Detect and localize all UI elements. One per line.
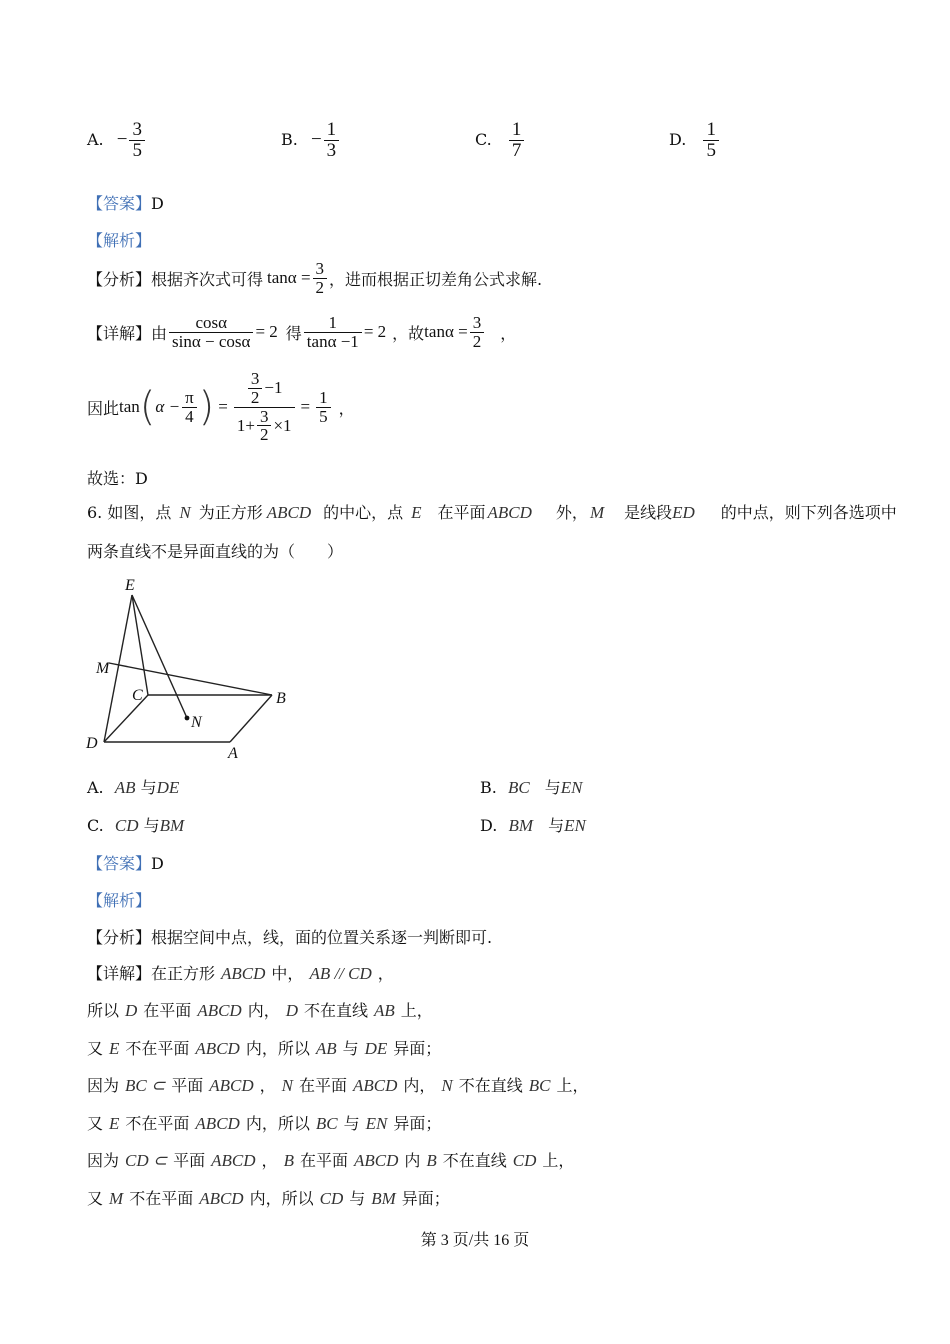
- detail-text: 异面；: [393, 1039, 442, 1058]
- denominator: tanα −1: [304, 332, 362, 351]
- option-label: D.: [669, 129, 687, 149]
- times-one: ×1: [273, 415, 292, 435]
- detail-line: [87, 1111, 441, 1134]
- q5-option-b: [281, 120, 341, 161]
- line-1: CD: [114, 816, 139, 835]
- label-b: B: [276, 690, 286, 707]
- detail-text: 与: [349, 1189, 366, 1208]
- math-term: E: [109, 1114, 120, 1133]
- answer-value: D: [151, 194, 164, 213]
- q6-stem-line-1: [87, 500, 897, 523]
- detail-line: [87, 1186, 450, 1209]
- detail-text: 又: [87, 1039, 104, 1058]
- q6-analysis-tag: 【解析】: [87, 891, 152, 910]
- math-term: EN: [365, 1114, 388, 1133]
- label-c: C: [132, 687, 143, 704]
- answer-tag: 【答案】: [87, 194, 152, 213]
- detail-line: [87, 1036, 441, 1059]
- numerator: 3: [472, 312, 482, 332]
- option-label: D.: [480, 816, 498, 835]
- math-term: DE: [364, 1039, 388, 1058]
- numerator: 1: [328, 312, 338, 332]
- detail-text: 平面: [173, 1151, 206, 1170]
- math-term: CD: [512, 1151, 537, 1170]
- q5-fenxi: [87, 258, 542, 298]
- denominator: 5: [129, 140, 145, 161]
- line-2: EN: [560, 778, 583, 797]
- math-term: ABCD: [221, 964, 266, 983]
- detail-text: 因为: [87, 1151, 120, 1170]
- one-plus: 1+: [236, 415, 255, 435]
- detail-text: 内，所以: [245, 1114, 310, 1133]
- edge-EC: [132, 595, 148, 695]
- q5-detail-line-1: [87, 310, 516, 354]
- math-term: ABCD: [353, 1076, 398, 1095]
- equation: = 2: [363, 322, 387, 341]
- detail-text: ，故: [392, 323, 425, 343]
- math-term: ABCD: [353, 1151, 399, 1170]
- q5-option-d: [669, 120, 721, 161]
- q6-stem-line-2: 两条直线不是异面直线的为（ ）: [87, 542, 344, 561]
- center-point-n: [185, 716, 190, 721]
- math-term: D: [125, 1001, 138, 1020]
- detail-text: 平面: [171, 1076, 204, 1095]
- detail-text: 在正方形: [151, 964, 216, 983]
- detail-text: 不在平面: [125, 1114, 190, 1133]
- answer-value: D: [151, 854, 164, 873]
- math-term: CD: [319, 1189, 344, 1208]
- fenxi-text: ，进而根据正切差角公式求解.: [329, 269, 543, 289]
- connector: 与: [544, 778, 561, 797]
- detail-text: 不在平面: [129, 1189, 194, 1208]
- fenxi-text: 根据齐次式可得: [151, 269, 264, 289]
- math-term: N: [441, 1076, 453, 1095]
- math-term: B: [426, 1151, 437, 1170]
- math-term: ABCD: [197, 1001, 242, 1020]
- detail-text: 不在直线: [304, 1001, 369, 1020]
- denominator: 5: [703, 140, 719, 161]
- detail-tag: 【详解】: [87, 323, 152, 343]
- detail-text: 内，: [403, 1076, 436, 1095]
- equation: tanα =: [424, 322, 468, 341]
- math-term: M: [109, 1189, 124, 1208]
- denominator: 4: [182, 407, 197, 426]
- detail-text: 因此: [87, 398, 120, 418]
- denominator: 2: [313, 278, 328, 297]
- left-paren: (: [139, 384, 156, 430]
- detail-text: 在平面: [299, 1151, 348, 1170]
- math-term: AB // CD: [309, 964, 372, 983]
- detail-text: ，: [259, 1076, 276, 1095]
- detail-text: 在平面: [299, 1076, 348, 1095]
- label-e: E: [125, 577, 135, 594]
- connector: 与: [143, 816, 160, 835]
- detail-text: ，: [261, 1151, 278, 1170]
- q5-answer: [87, 191, 164, 214]
- denominator: 2: [248, 388, 263, 407]
- stem-text: 在平面: [437, 503, 486, 522]
- numerator: 3: [259, 406, 269, 426]
- detail-text: 不在平面: [125, 1039, 190, 1058]
- label-m: M: [96, 660, 110, 677]
- math-term: AB: [374, 1001, 395, 1020]
- math-term: BM: [371, 1189, 396, 1208]
- line-1: BM: [508, 816, 533, 835]
- numerator: 3: [250, 368, 260, 388]
- detail-line: [87, 1073, 589, 1096]
- detail-text: 内: [404, 1151, 421, 1170]
- numerator: 1: [326, 119, 337, 140]
- edge-AB: [230, 695, 272, 742]
- fenxi-formula: tanα =: [267, 268, 311, 287]
- math-term: ABCD: [199, 1189, 244, 1208]
- detail-text: 中，: [271, 964, 304, 983]
- stem-math: N: [179, 503, 191, 522]
- alpha-term: α −: [155, 397, 181, 416]
- math-term: BC: [528, 1076, 551, 1095]
- q6-option-a: [87, 775, 179, 798]
- math-term: ABCD: [195, 1114, 240, 1133]
- numerator: π: [185, 387, 194, 407]
- option-label: B.: [480, 778, 497, 797]
- stem-text: 为正方形: [198, 503, 263, 522]
- math-term: E: [109, 1039, 120, 1058]
- detail-text: 因为: [87, 1076, 120, 1095]
- stem-math: E: [411, 503, 422, 522]
- math-term: AB: [315, 1039, 337, 1058]
- detail-text: 内，所以: [249, 1189, 314, 1208]
- line-2: DE: [156, 778, 180, 797]
- fenxi-tag: 【分析】: [87, 269, 152, 289]
- detail-text: 又: [87, 1114, 104, 1133]
- denominator: 5: [316, 407, 331, 426]
- q5-option-a: [87, 120, 147, 161]
- connector: 与: [140, 778, 157, 797]
- math-term: ABCD: [211, 1151, 256, 1170]
- detail-text: 由: [151, 323, 168, 343]
- detail-text: ，: [377, 964, 394, 983]
- detail-text: 不在直线: [458, 1076, 523, 1095]
- option-label: A.: [87, 129, 104, 149]
- detail-text: 所以: [87, 1001, 120, 1020]
- q6-option-d: [480, 813, 586, 836]
- math-term: ABCD: [209, 1076, 254, 1095]
- detail-text: 与: [343, 1114, 360, 1133]
- denominator: 3: [324, 140, 340, 161]
- minus-one: −1: [264, 378, 283, 398]
- detail-text: 在平面: [143, 1001, 192, 1020]
- numerator: 1: [319, 387, 328, 407]
- compound-fraction: [234, 370, 295, 444]
- minus-sign: −: [116, 128, 128, 150]
- stem-text: 6. 如图，点: [87, 503, 172, 522]
- q6-fenxi: [87, 925, 492, 948]
- equals: =: [218, 397, 228, 416]
- pyramid-figure: [80, 570, 300, 760]
- fenxi-text: 根据空间中点，线，面的位置关系逐一判断即可.: [151, 928, 493, 947]
- q6-option-b: [480, 775, 583, 798]
- detail-text: 上，: [542, 1151, 575, 1170]
- q6-option-c: [87, 813, 184, 836]
- answer-tag: 【答案】: [87, 854, 152, 873]
- detail-text: 异面；: [393, 1114, 442, 1133]
- math-term: D: [285, 1001, 298, 1020]
- numerator: cosα: [195, 312, 228, 332]
- detail-text: ，: [500, 323, 517, 343]
- denominator: 2: [257, 425, 272, 444]
- stem-math: M: [589, 503, 605, 522]
- math-term: B: [283, 1151, 294, 1170]
- q5-analysis-tag: 【解析】: [87, 231, 152, 250]
- line-1: BC: [507, 778, 530, 797]
- stem-math: ED: [672, 503, 695, 522]
- line-2: BM: [159, 816, 185, 835]
- detail-text: 上，: [400, 1001, 433, 1020]
- detail-text: 上，: [556, 1076, 589, 1095]
- math-term: BC: [315, 1114, 338, 1133]
- option-label: C.: [87, 816, 104, 835]
- q6-detail-tag-row: [87, 961, 394, 984]
- stem-math: ABCD: [266, 503, 312, 522]
- denominator: 7: [509, 140, 525, 161]
- stem-text: 外，: [555, 503, 588, 522]
- label-n: N: [191, 714, 202, 731]
- math-term: CD ⊂: [125, 1151, 168, 1170]
- detail-line: [151, 964, 394, 983]
- equals: =: [300, 397, 311, 416]
- option-label: C.: [475, 129, 492, 149]
- equation: = 2: [255, 322, 278, 341]
- detail-text: 得: [285, 323, 302, 343]
- fenxi-tag: 【分析】: [87, 928, 152, 947]
- numerator: 3: [315, 258, 325, 278]
- numerator: 1: [511, 119, 522, 140]
- math-term: ABCD: [195, 1039, 240, 1058]
- stem-text: 的中心，点: [323, 503, 404, 522]
- minus-sign: −: [310, 128, 322, 150]
- label-d: D: [86, 735, 98, 752]
- connector: 与: [548, 816, 565, 835]
- denominator: sinα − cosα: [169, 332, 253, 351]
- tan-function: tan: [119, 397, 140, 416]
- q5-final-choice: 故选：D: [87, 469, 148, 488]
- detail-text: 与: [342, 1039, 359, 1058]
- denominator: 2: [470, 332, 485, 351]
- detail-line: [87, 998, 433, 1021]
- math-term: N: [281, 1076, 293, 1095]
- q5-detail-line-2: [87, 362, 355, 452]
- option-label: A.: [87, 778, 104, 797]
- page-footer: 第 3 页/共 16 页: [420, 1232, 530, 1249]
- numerator: 1: [706, 119, 716, 140]
- detail-text: 不在直线: [442, 1151, 507, 1170]
- stem-text: 是线段: [624, 503, 673, 522]
- label-a: A: [228, 745, 238, 760]
- stem-text: 的中点，则下列各选项中: [720, 503, 897, 522]
- numerator: 3: [132, 119, 142, 140]
- q5-option-c: [475, 120, 526, 161]
- detail-text: 内，: [247, 1001, 280, 1020]
- detail-text: ，: [338, 398, 355, 418]
- detail-tag: 【详解】: [87, 964, 152, 983]
- detail-line: [87, 1148, 574, 1171]
- q6-answer: [87, 851, 164, 874]
- math-term: BC ⊂: [125, 1076, 166, 1095]
- detail-text: 内，所以: [245, 1039, 310, 1058]
- option-label: B.: [281, 129, 298, 149]
- detail-text: 异面；: [401, 1189, 450, 1208]
- right-paren: ): [198, 384, 215, 430]
- line-2: EN: [564, 816, 586, 835]
- line-1: AB: [114, 778, 136, 797]
- detail-text: 又: [87, 1189, 104, 1208]
- stem-math: ABCD: [487, 503, 532, 522]
